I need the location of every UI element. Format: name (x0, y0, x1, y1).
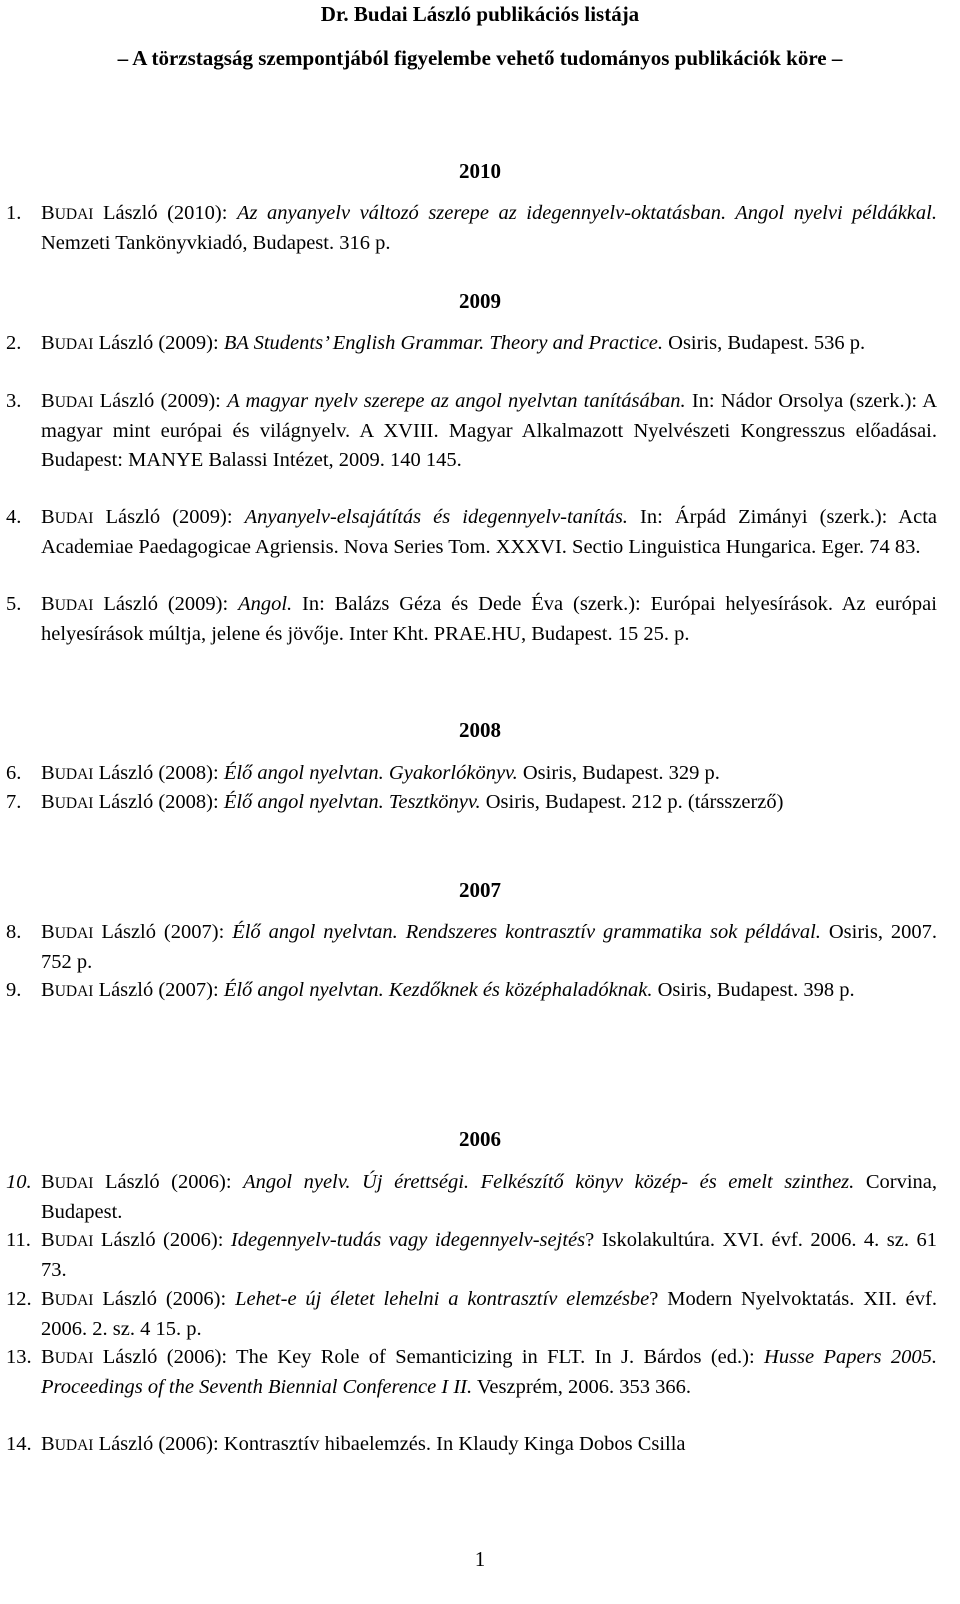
author-surname-initial: B (41, 791, 55, 813)
entry-number: 13. (6, 1346, 32, 1368)
publication-entry (6, 503, 937, 562)
author-surname-initial: B (41, 332, 55, 354)
author-surname-rest: UDAI (54, 510, 94, 527)
author-surname-rest: UDAI (54, 1292, 94, 1309)
publication-entry (6, 1430, 937, 1460)
author-surname-rest: UDAI (54, 336, 94, 353)
publication-entry (6, 759, 937, 789)
publication-entry (6, 788, 937, 818)
publication-entry (6, 387, 937, 475)
entry-text-part: Veszprém, 2006. 353 366. (472, 1376, 691, 1398)
entry-text-part: László (2008): (93, 762, 224, 784)
entry-text-part: László (2008): (93, 791, 224, 813)
entry-title-italic: A magyar nyelv szerepe az angol nyelvtan tanításában. (227, 390, 686, 412)
entry-text (41, 788, 937, 818)
entry-number: 9. (6, 979, 22, 1001)
entry-text-part: ? Iskolakultúra. XVI. évf. 2006. 4. sz. 61 73. (41, 1229, 937, 1281)
entry-number: 12. (6, 1288, 32, 1310)
entry-text (41, 199, 937, 258)
author-surname-rest: UDAI (54, 766, 94, 783)
entry-text (41, 1285, 937, 1344)
entry-text (41, 503, 937, 562)
entry-text-part: László (2009): (93, 332, 224, 354)
author-surname-initial: B (41, 390, 55, 412)
publication-entry (6, 1226, 937, 1285)
entry-title-italic: Husse Papers 2005. Proceedings of the Seventh Biennial Conference I II. (41, 1346, 937, 1398)
author-surname-rest: UDAI (54, 1175, 94, 1192)
publication-entry (6, 1343, 937, 1402)
entry-title-italic: Idegennyelv-tudás vagy idegennyelv-sejtés (230, 1229, 586, 1251)
entry-title-italic: Élő angol nyelvtan. Gyakorlókönyv. (223, 762, 518, 784)
entry-text (41, 1430, 937, 1460)
entry-text-part: László (2006): Kontrasztív hibaelemzés. In Klaudy Kinga Dobos Csilla (93, 1433, 686, 1455)
entry-text-part: László (2006): (93, 1229, 231, 1251)
entry-title-italic: Anyanyelv-elsajátítás és idegennyelv-tanítás. (244, 506, 628, 528)
entry-text (41, 1168, 937, 1227)
entry-text-part: Osiris, Budapest. 398 p. (652, 979, 855, 1001)
entry-text (41, 329, 937, 359)
entry-text-part: In: Árpád Zimányi (szerk.): Acta Academiae Paedagogicae Agriensis. Nova Series Tom. XXXVI. Sectio Linguistica Hungarica. Eger. 74 83. (41, 506, 937, 558)
document-subtitle: – A törzstagság szempontjából figyelembe vehető tudományos publikációk köre – (117, 46, 843, 70)
entry-text-part: László (2006): (93, 1171, 244, 1193)
entry-title-italic: BA Students’ English Grammar. Theory and Practice. (223, 332, 664, 354)
entry-text-part: In: Balázs Géza és Dede Éva (szerk.): Európai helyesírások. Az európai helyesírások múltja, jelene és jövője. Inter Kht. PRAE.HU, Budapest. 15 25. p. (41, 593, 937, 645)
entry-number: 8. (6, 921, 22, 943)
entry-text-part: László (2007): (93, 979, 224, 1001)
entry-title-italic: Lehet-e új életet lehelni a kontrasztív elemzésbe (235, 1288, 650, 1310)
author-surname-rest: UDAI (54, 1437, 94, 1454)
entry-number: 6. (6, 762, 22, 784)
author-surname-initial: B (41, 202, 55, 224)
author-surname-rest: UDAI (54, 394, 94, 411)
entry-text-part: László (2009): (93, 506, 245, 528)
entry-text-part: László (2007): (93, 921, 233, 943)
author-surname-initial: B (41, 1229, 55, 1251)
entry-number: 1. (6, 202, 22, 224)
author-surname-initial: B (41, 593, 55, 615)
entry-text (41, 759, 937, 789)
author-surname-initial: B (41, 1288, 55, 1310)
publication-entry (6, 329, 937, 359)
entry-text (41, 387, 937, 475)
entry-text (41, 1343, 937, 1402)
entry-text (41, 1226, 937, 1285)
entry-text-part: Osiris, Budapest. 212 p. (társszerző) (480, 791, 784, 813)
entry-text-part: Corvina, Budapest. (41, 1171, 937, 1223)
publication-entry (6, 199, 937, 258)
author-surname-rest: UDAI (54, 206, 94, 223)
entry-text-part: László (2009): (93, 390, 228, 412)
entry-number: 10. (6, 1171, 32, 1193)
entry-number: 7. (6, 791, 22, 813)
author-surname-initial: B (41, 762, 55, 784)
author-surname-initial: B (41, 921, 55, 943)
publication-entry (6, 976, 937, 1006)
year-heading-2006: 2006 (459, 1127, 501, 1151)
document-title: Dr. Budai László publikációs listája (320, 2, 640, 26)
publication-entry (6, 1168, 937, 1227)
entry-number: 3. (6, 390, 22, 412)
author-surname-rest: UDAI (54, 1233, 94, 1250)
entry-text-part: László (2006): (93, 1288, 236, 1310)
entry-number: 4. (6, 506, 22, 528)
publication-entry (6, 590, 937, 649)
entry-text-part: László (2010): (93, 202, 237, 224)
entry-number: 11. (6, 1229, 31, 1251)
entry-title-italic: Élő angol nyelvtan. Rendszeres kontrasztív grammatika sok példával. (232, 921, 821, 943)
author-surname-rest: UDAI (54, 597, 94, 614)
author-surname-rest: UDAI (54, 983, 94, 1000)
author-surname-initial: B (41, 1346, 55, 1368)
entry-title-italic: Angol nyelv. Új érettségi. Felkészítő könyv közép- és emelt szinthez. (243, 1171, 855, 1193)
entry-text (41, 976, 937, 1006)
entry-text-part: Osiris, Budapest. 536 p. (663, 332, 866, 354)
publication-entry (6, 1285, 937, 1344)
entry-title-italic: Az anyanyelv változó szerepe az idegennyelv-oktatásban. Angol nyelvi példákkal. (236, 202, 937, 224)
entry-text-part: László (2009): (93, 593, 239, 615)
author-surname-rest: UDAI (54, 795, 94, 812)
entry-title-italic: Élő angol nyelvtan. Tesztkönyv. (223, 791, 481, 813)
entry-number: 2. (6, 332, 22, 354)
author-surname-initial: B (41, 979, 55, 1001)
year-heading-2007: 2007 (459, 878, 501, 902)
page-number: 1 (474, 1547, 486, 1571)
publication-entry (6, 918, 937, 977)
entry-text (41, 918, 937, 977)
entry-text-part: László (2006): The Key Role of Semanticizing in FLT. In J. Bárdos (ed.): (93, 1346, 765, 1368)
author-surname-initial: B (41, 506, 55, 528)
entry-text-part: ? Modern Nyelvoktatás. XII. évf. 2006. 2. sz. 4 15. p. (41, 1288, 937, 1340)
author-surname-initial: B (41, 1171, 55, 1193)
entry-text (41, 590, 937, 649)
entry-number: 14. (6, 1433, 32, 1455)
entry-text-part: Nemzeti Tankönyvkiadó, Budapest. 316 p. (41, 232, 391, 254)
entry-text-part: Osiris, Budapest. 329 p. (517, 762, 720, 784)
entry-title-italic: Angol. (238, 593, 293, 615)
author-surname-initial: B (41, 1433, 55, 1455)
entry-number: 5. (6, 593, 22, 615)
year-heading-2010: 2010 (459, 159, 501, 183)
year-heading-2008: 2008 (459, 718, 501, 742)
entry-text-part: In: Nádor Orsolya (szerk.): A magyar mint európai és világnyelv. A XVIII. Magyar Alkalmazott Nyelvészeti Kongresszus előadásai. Budapest: MANYE Balassi Intézet, 2009. 140 145. (41, 390, 937, 471)
year-heading-2009: 2009 (459, 289, 501, 313)
author-surname-rest: UDAI (54, 925, 94, 942)
entry-title-italic: Élő angol nyelvtan. Kezdőknek és középhaladóknak. (223, 979, 653, 1001)
entry-text-part: Osiris, 2007. 752 p. (41, 921, 938, 973)
author-surname-rest: UDAI (54, 1350, 94, 1367)
